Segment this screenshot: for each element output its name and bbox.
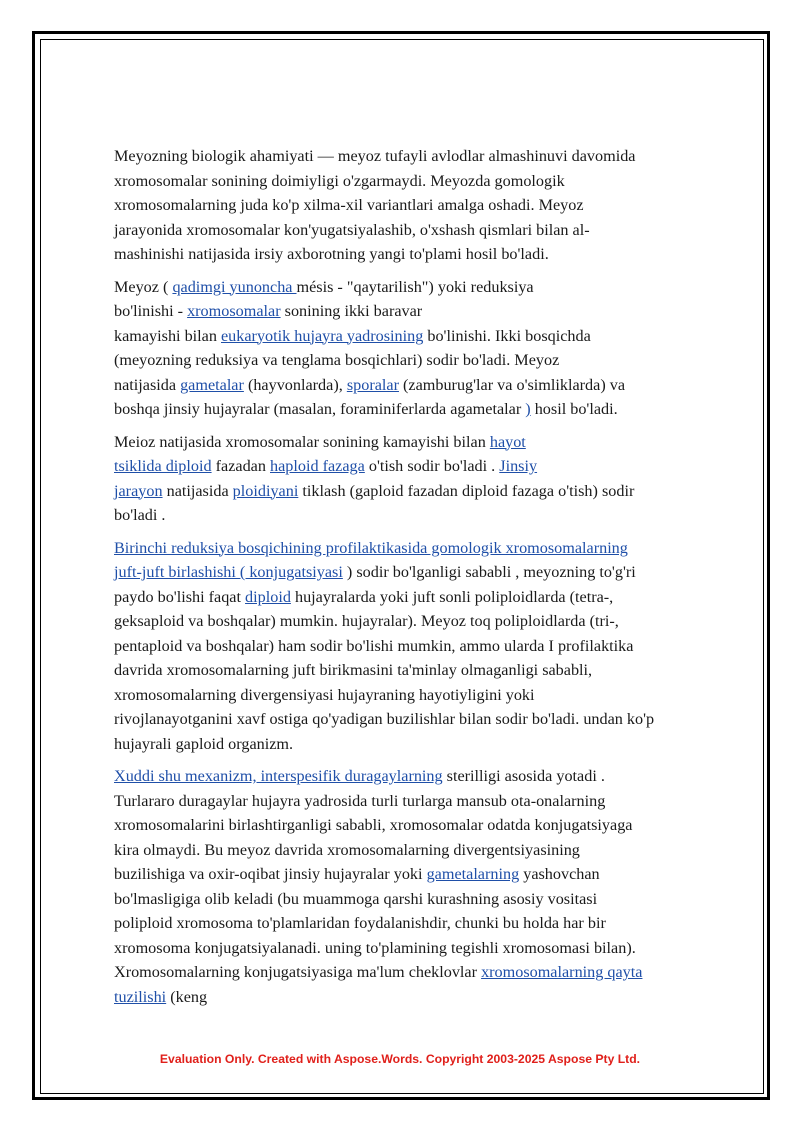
text-line xyxy=(114,397,746,422)
text: (zamburug'lar va o'simliklarda) va xyxy=(398,375,626,394)
text-line xyxy=(114,479,746,504)
text-line: pentaploid va boshqalar) ham sodir bo'lishi mumkin, ammo ularda I profilaktika xyxy=(114,636,634,655)
link-haploid-phase[interactable]: haploid fazaga xyxy=(270,457,365,475)
paragraph-meiosis-definition xyxy=(114,275,746,422)
link-first-reduction-prophase[interactable]: Birinchi reduksiya bosqichining profilaktikasida gomologik xromosomalarning xyxy=(114,538,628,557)
link-process[interactable]: jarayon xyxy=(114,481,163,500)
text-line: xromosoma konjugatsiyalanadi. uning to'plamining tegishli xromosomasi bilan). xyxy=(114,938,636,957)
text: natijasida xyxy=(114,375,181,394)
text-line: xromosomalar sonining doimiyligi o'zgarmaydi. Meyozda gomologik xyxy=(114,171,565,190)
text: Meyoz ( xyxy=(114,277,173,296)
link-ancient-greek[interactable]: qadimgi yunoncha xyxy=(172,277,297,296)
text-line: Turlararo duragaylar hujayra yadrosida turli turlarga mansub ota-onalarning xyxy=(114,791,606,810)
link-gametes[interactable]: gametalar xyxy=(180,375,244,394)
text-line xyxy=(114,862,746,887)
text-line: kira olmaydi. Bu meyoz davrida xromosomalarning divergentsiyasining xyxy=(114,840,580,859)
paragraph-homologous-pairing xyxy=(114,536,746,757)
paragraph-biological-significance xyxy=(114,144,746,267)
text-line: bo'lmasligiga olib keladi (bu muammoga qarshi kurashning asosiy vositasi xyxy=(114,889,598,908)
text-line: mashinishi natijasida irsiy axborotning yangi to'plami hosil bo'ladi. xyxy=(114,245,549,263)
text: paydo bo'lishi faqat xyxy=(114,587,246,606)
text-line xyxy=(114,560,746,585)
text: Meioz natijasida xromosomalar sonining kamayishi bilan xyxy=(114,432,490,451)
link-sexual[interactable]: Jinsiy xyxy=(499,457,538,475)
text-line: jarayonida xromosomalar kon'yugatsiyalashib, o'xshash qismlari bilan al- xyxy=(114,220,590,239)
text-line xyxy=(114,275,746,300)
text-line xyxy=(114,764,746,789)
link-spores[interactable]: sporalar xyxy=(346,375,399,394)
text: kamayishi bilan xyxy=(114,326,221,345)
link-diploid-cycle[interactable]: tsiklida diploid xyxy=(114,457,212,475)
link-chromosome-rearrangement[interactable]: xromosomalarning qayta xyxy=(481,963,643,981)
text: ) sodir bo'lganligi sababli , meyozning to'g'ri xyxy=(342,563,636,581)
text-line xyxy=(114,324,746,349)
text-line xyxy=(114,960,746,985)
link-conjugation[interactable]: juft-juft birlashishi ( konjugatsiyasi xyxy=(114,563,343,581)
text: bo'linishi - xyxy=(114,302,188,320)
text: mésis - "qaytarilish") yoki reduksiya xyxy=(296,277,534,296)
text: buzilishiga va oxir-oqibat jinsiy hujayralar yoki xyxy=(114,865,427,883)
link-ploidy[interactable]: ploidiyani xyxy=(232,481,299,500)
text-line: xromosomalarning divergensiyasi hujayraning hayotiyligini yoki xyxy=(114,685,535,704)
text: sonining ikki baravar xyxy=(280,302,423,320)
paragraph-hybrid-sterility xyxy=(114,764,746,1009)
link-parenthesis[interactable]: ) xyxy=(525,400,531,418)
link-gametes-viability[interactable]: gametalarning xyxy=(426,865,520,883)
link-interspecific-hybrids[interactable]: Xuddi shu mexanizm, interspesifik duragaylarning xyxy=(114,767,443,785)
text-line: geksaploid va boshqalar) mumkin. hujayralar). Meyoz toq poliploidlarda (tri-, xyxy=(114,612,619,630)
text-line xyxy=(114,454,746,479)
paragraph-chromosome-reduction xyxy=(114,430,746,528)
text: bo'linishi. Ikki bosqichda xyxy=(423,326,591,345)
text-line: poliploid xromosoma to'plamlaridan foydalanishdir, chunki bu holda har bir xyxy=(114,914,606,932)
text-line: xromosomalarning juda ko'p xilma-xil variantlari amalga oshadi. Meyoz xyxy=(114,196,584,214)
text: fazadan xyxy=(211,457,270,475)
text: hosil bo'ladi. xyxy=(530,400,618,418)
text: yashovchan xyxy=(519,865,600,883)
document-body xyxy=(114,144,746,1017)
evaluation-watermark: Evaluation Only. Created with Aspose.Words. Copyright 2003-2025 Aspose Pty Ltd. xyxy=(159,1052,641,1066)
text: (keng xyxy=(166,987,208,1006)
link-diploid[interactable]: diploid xyxy=(245,587,291,606)
text-line: rivojlanayotganini xavf ostiga qo'yadigan buzilishlar bilan sodir bo'ladi. undan ko'p xyxy=(114,710,655,728)
text-line xyxy=(114,299,746,324)
text: Xromosomalarning konjugatsiyasiga ma'lum cheklovlar xyxy=(114,963,482,981)
text-line: hujayrali gaploid organizm. xyxy=(114,734,294,753)
text-line: (meyozning reduksiya va tenglama bosqichlari) sodir bo'ladi. Meyoz xyxy=(114,351,560,369)
text-line: davrida xromosomalarning juft birikmasini ta'minlay olmaganligi sababli, xyxy=(114,661,593,679)
text-line xyxy=(114,430,746,455)
link-life[interactable]: hayot xyxy=(489,432,526,451)
text-line xyxy=(114,373,746,398)
text-line: Meyozning biologik ahamiyati — meyoz tufayli avlodlar almashinuvi davomida xyxy=(114,147,636,165)
text-line: xromosomalarini birlashtirganligi sababli, xromosomalar odatda konjugatsiyaga xyxy=(114,816,633,834)
text: natijasida xyxy=(162,481,233,500)
text: (hayvonlarda), xyxy=(243,375,347,394)
link-eukaryotic-nucleus[interactable]: eukaryotik hujayra yadrosining xyxy=(221,326,424,345)
text: hujayralarda yoki juft sonli poliploidlarda (tetra-, xyxy=(290,587,614,606)
text-line xyxy=(114,536,746,561)
text: boshqa jinsiy hujayralar (masalan, foraminiferlarda agametalar xyxy=(114,400,526,418)
link-chromosomes[interactable]: xromosomalar xyxy=(187,302,281,320)
text-line: bo'ladi . xyxy=(114,506,166,524)
text-line xyxy=(114,585,746,610)
text: sterilligi asosida yotadi . xyxy=(442,767,605,785)
text: o'tish sodir bo'ladi . xyxy=(364,457,500,475)
link-structure[interactable]: tuzilishi xyxy=(114,987,167,1006)
text: tiklash (gaploid fazadan diploid fazaga o'tish) sodir xyxy=(298,481,635,500)
text-line xyxy=(114,985,746,1010)
